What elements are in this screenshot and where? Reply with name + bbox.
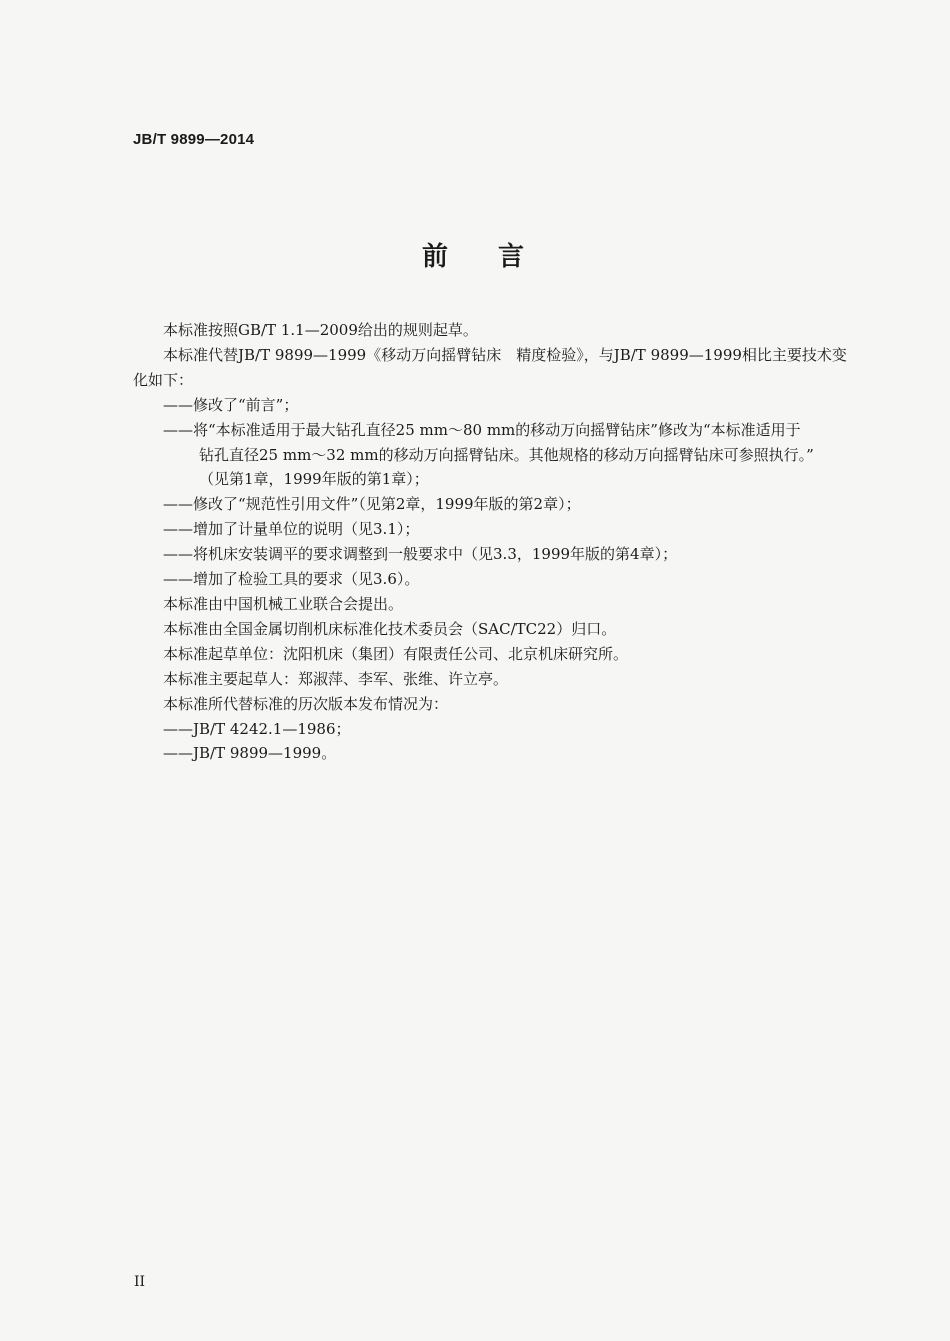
paragraph: 本标准按照GB/T 1.1—2009给出的规则起草。 <box>163 321 478 339</box>
paragraph: 本标准起草单位：沈阳机床（集团）有限责任公司、北京机床研究所。 <box>163 644 629 663</box>
change-item: ——将“本标准适用于最大钻孔直径25 mm～80 mm的移动万向摇臂钻床”修改为“本标准适用于 <box>163 420 801 439</box>
foreword-body <box>133 318 878 766</box>
paragraph: 本标准代替JB/T 9899—1999《移动万向摇臂钻床 精度检验》，与JB/T 9899—1999相比主要技术变 <box>163 345 847 364</box>
page-title: 前言 <box>421 242 574 272</box>
change-item: ——修改了“前言”； <box>163 395 299 414</box>
standard-number: JB/T 9899—2014 <box>133 131 255 148</box>
history-item: ——JB/T 9899—1999。 <box>163 744 337 763</box>
change-item: ——修改了“规范性引用文件”（见第2章，1999年版的第2章）； <box>163 495 581 514</box>
paragraph: 本标准主要起草人：郑淑萍、李军、张维、许立亭。 <box>163 669 509 688</box>
change-item: ——增加了计量单位的说明（见3.1）； <box>163 520 420 539</box>
change-item: ——将机床安装调平的要求调整到一般要求中（见3.3，1999年版的第4章）； <box>163 545 678 564</box>
paragraph: 化如下： <box>133 370 194 389</box>
paragraph: 本标准所代替标准的历次版本发布情况为： <box>163 694 449 713</box>
change-item-continuation: （见第1章，1999年版的第1章）； <box>199 470 429 489</box>
history-item: ——JB/T 4242.1—1986； <box>163 719 351 738</box>
paragraph: 本标准由中国机械工业联合会提出。 <box>163 594 404 613</box>
change-item-continuation: 钻孔直径25 mm～32 mm的移动万向摇臂钻床。其他规格的移动万向摇臂钻床可参照执行。” <box>199 445 814 464</box>
page-number: II <box>134 1274 146 1290</box>
change-item: ——增加了检验工具的要求（见3.6）。 <box>163 570 420 589</box>
paragraph: 本标准由全国金属切削机床标准化技术委员会（SAC/TC22）归口。 <box>163 619 617 638</box>
